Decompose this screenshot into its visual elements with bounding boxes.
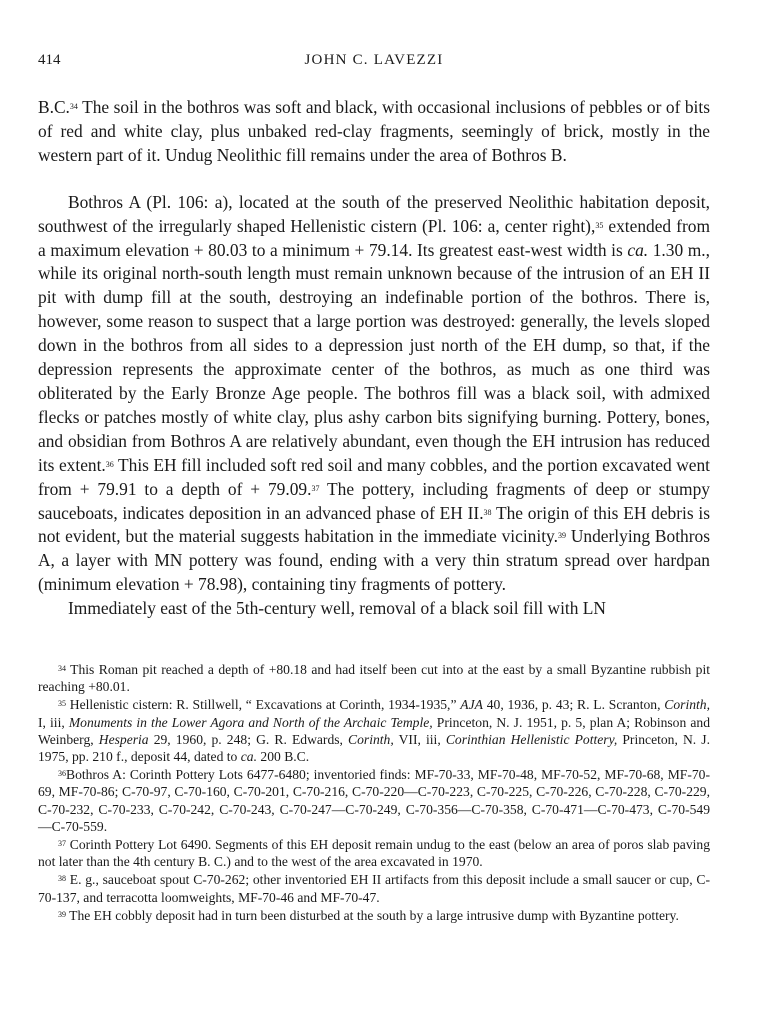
book-title: Monuments in the Lower Agora and North of the Archaic Temple, (68, 714, 433, 730)
footnotes (38, 661, 710, 925)
footnote-number: 36 (58, 769, 66, 779)
footnote-ref: 34 (69, 102, 78, 111)
footnote-text: Princeton, N. J. 1975, pp. 210 f., deposit 44, dated to (38, 731, 710, 765)
footnote-text: 200 (257, 749, 285, 765)
footnote-ref: 38 (483, 507, 492, 517)
footnote-text: This Roman pit reached a depth of +80.18 and had itself been cut into at the east by a small Byzantine rubbish pit reaching +80.01. (38, 662, 710, 695)
footnote-34 (38, 661, 710, 695)
footnote-text: Bothros A: Corinth Pottery Lots 6477-6480; inventoried finds: MF-70-33, MF-70-48, MF-70-52, MF-70-68, MF-70-69, MF-70-86; C-70-97, C-70-160, C-70-201, C-70-216, C-70-220—C-70-223, C-70-225, C-70-226, C-70-228, C-70-229, C-70-232, C-70-233, C-70-242, C-70-243, C-70-247—C-70-249, C-70-356—C-70-358, C-70-471—C-70-473, C-70-549—C-70-559. (38, 767, 710, 834)
footnote-ref: 35 (595, 220, 604, 230)
footnote-text: Hellenistic cistern: R. Stillwell, “ Excavations at Corinth, 1934-1935,” (66, 697, 461, 713)
paragraph-text: The pottery, including fragments of deep or stumpy sauceboats, indicates deposition in an advanced phase of EH II. (38, 478, 710, 523)
footnote-number: 39 (58, 909, 66, 919)
footnote-number: 37 (58, 839, 66, 849)
footnote-text: Corinth Pottery Lot 6490. Segments of this EH deposit remain undug to the east (below an area of poros slab paving not later than the 4th century (38, 837, 710, 870)
italic-ca: ca. (240, 749, 257, 765)
page-number: 414 (38, 52, 61, 68)
footnote-text: I, iii, (38, 714, 69, 730)
footnote-text: 29, 1960, p. 248; G. R. Edwards, (148, 731, 349, 747)
paragraph-2 (38, 191, 710, 597)
footnote-number: 34 (58, 664, 66, 673)
era-abbrev: B.C. (284, 749, 310, 765)
paragraph-text: The soil in the bothros was soft and black, with occasional inclusions of pebbles or of bits of red and white clay, plus unbaked red-clay fragments, seemingly of brick, mostly in the western part of it. Undug Neolithic fill remains under the area of Bothros B. (38, 97, 710, 165)
journal-title: Hesperia (98, 731, 149, 747)
footnote-text: Princeton, N. J. 1951, p. 5, plan A; Robinson and Weinberg, (38, 714, 711, 747)
page-header (38, 52, 710, 76)
footnote-text: VII, iii, (393, 731, 446, 747)
footnote-text: ) and to the west of the area excavated in 1970. (226, 854, 483, 870)
footnote-36 (38, 766, 710, 835)
paragraph-text: The origin of this EH debris is not evident, but the material suggests habitation in the immediate vicinity. (38, 502, 710, 547)
paragraph-1 (38, 96, 710, 168)
paragraph-text: Underlying Bothros A, a layer with MN pottery was found, ending with a very thin stratum spread over hardpan (minimum elevation + 78.98), containing tiny fragments of pottery. (38, 526, 710, 595)
paragraph-text: Immediately east of the 5th-century well, removal of a black soil fill with LN (68, 598, 606, 619)
running-head: JOHN C. LAVEZZI (304, 52, 444, 68)
page (38, 0, 710, 1024)
series-title: Corinth, (348, 731, 394, 747)
book-title: Corinthian Hellenistic Pottery, (445, 731, 618, 747)
footnote-39 (38, 907, 710, 924)
footnote-ref: 37 (311, 483, 320, 493)
paragraph-3 (38, 597, 710, 621)
footnote-35 (38, 696, 710, 765)
body-text (38, 96, 710, 621)
footnote-ref: 39 (557, 531, 566, 541)
footnote-text: 40, 1936, p. 43; R. L. Scranton, (482, 697, 665, 713)
footnote-37 (38, 836, 710, 870)
italic-ca: ca. (627, 239, 649, 260)
paragraph-text: 1.30 m., while its original north-south length must remain unknown because of the intrusion of an EH II pit with dump fill at the south, destroying an indefinable portion of the bothros. There is, however, some reason to suspect that a large portion was destroyed: generally, the levels sloped down in the bothros from all sides to a depression just north of the EH dump, so that, if the depression represents the approximate center of the bothros, as much as one third was obliterated by the Early Bronze Age people. The bothros fill was a black soil, with admixed flecks or patches mostly of white clay, plus ashy carbon bits signifying burning. Pottery, bones, and obsidian from Bothros A are relatively abundant, even though the EH intrusion has reduced its extent. (38, 239, 710, 475)
footnote-number: 35 (58, 699, 66, 709)
footnote-number: 38 (58, 874, 66, 884)
footnote-38 (38, 871, 710, 905)
series-title: Corinth, (664, 697, 710, 713)
era-abbrev: B.C. (38, 97, 70, 117)
paragraph-text: extended from a maximum elevation + 80.03 to a minimum + 79.14. Its greatest east-west width is (38, 215, 710, 260)
journal-title: AJA (460, 697, 483, 713)
paragraph-text: This EH fill included soft red soil and many cobbles, and the portion excavated went from + 79.91 to a depth of + 79.09. (38, 454, 710, 499)
era-abbrev: B. C. (198, 854, 227, 870)
footnote-text: E. g., sauceboat spout C-70-262; other inventoried EH II artifacts from this deposit include a small saucer or cup, C-70-137, and terracotta loomweights, MF-70-46 and MF-70-47. (38, 872, 710, 905)
footnote-ref: 36 (105, 459, 114, 469)
paragraph-text: Bothros A (Pl. 106: a), located at the south of the preserved Neolithic habitation deposit, southwest of the irregularly shaped Hellenistic cistern (Pl. 106: a, center right), (38, 191, 710, 236)
footnote-text: The EH cobbly deposit had in turn been disturbed at the south by a large intrusive dump with Byzantine pottery. (66, 907, 679, 923)
